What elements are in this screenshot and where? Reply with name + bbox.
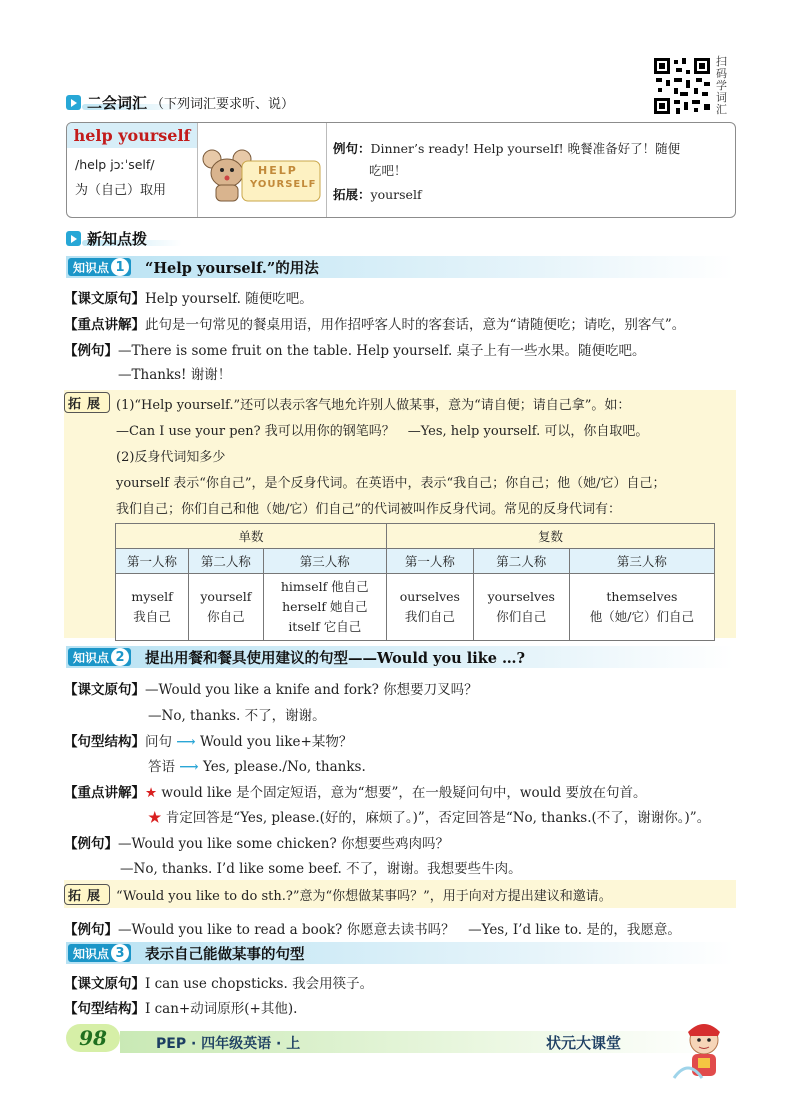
star-icon: ★	[145, 785, 158, 801]
table-cell: himself 他自己 herself 她自己 itself 它自己	[263, 574, 386, 641]
reflexive-pronoun-table	[115, 523, 715, 641]
vocab-picture-text-2: YOURSELF	[250, 179, 317, 190]
knowledge-point-tag: 知识点 1	[68, 258, 131, 276]
table-person-header: 第一人称	[386, 549, 473, 574]
kp1-line-key: 【重点讲解】此句是一句常见的餐桌用语，用作招呼客人时的客套话，意为“请随便吃；请吃，别客气”。	[64, 317, 686, 333]
table-cell: yourselves 你们自己	[473, 574, 569, 641]
knowledge-point-3-title: 表示自己能做某事的句型	[145, 945, 305, 963]
mascot-icon	[668, 1018, 738, 1088]
knowledge-point-3-header	[66, 942, 734, 964]
kp2-line-original: 【课文原句】—Would you like a knife and fork? 你想要刀叉吗？	[64, 682, 478, 698]
vocab-picture-text-1: HELP	[258, 164, 298, 177]
knowledge-point-1-title: “Help yourself.”的用法	[145, 259, 319, 277]
kp2-example-2: —No, thanks. I’d like some beef. 不了，谢谢。我想要些牛肉。	[120, 861, 522, 877]
ext1-line-4: yourself 表示“你自己”，是个反身代词。在英语中，表示“我自己；你自己；他（她/它）自己；	[116, 476, 666, 491]
qr-side-label: 扫码学词汇	[716, 55, 727, 116]
expand-tag: 拓展	[64, 884, 110, 905]
vocab-card	[66, 122, 736, 218]
chevron-right-icon	[66, 231, 81, 246]
kp1-line-example: 【例句】—There is some fruit on the table. Help yourself. 桌子上有一些水果。随便吃吧。	[64, 343, 646, 359]
page-number: 98	[66, 1024, 120, 1052]
section-new-title: 新知点拨	[87, 230, 148, 248]
vocab-meaning: 为（自己）取用	[75, 183, 167, 198]
kp2-line-original-reply: —No, thanks. 不了，谢谢。	[148, 708, 326, 724]
table-cell: yourself 你自己	[189, 574, 264, 641]
ext1-line-1: (1)“Help yourself.”还可以表示客气地允许别人做某事，意为“请自便；请自己拿”。如：	[116, 398, 631, 413]
mascot-illustration	[668, 1018, 738, 1088]
table-person-header: 第二人称	[189, 549, 264, 574]
ext1-line-3: (2)反身代词知多少	[116, 450, 226, 465]
kp2-example-1: 【例句】—Would you like some chicken? 你想要些鸡肉吗？	[64, 836, 450, 852]
knowledge-point-1-header	[66, 256, 734, 278]
star-icon: ★	[148, 810, 162, 826]
chevron-right-icon	[66, 95, 81, 110]
section-vocab-title: 二会词汇	[87, 94, 148, 112]
ext1-line-5: 我们自己；你们自己和他（她/它）们自己”的代词被叫作反身代词。常见的反身代词有：	[116, 502, 622, 517]
arrow-right-icon: ⟶	[179, 759, 199, 775]
section-new-heading	[66, 228, 147, 249]
expand-tag: 拓展	[64, 392, 110, 413]
vocab-word: help yourself	[67, 123, 197, 148]
kp1-line-example-reply: —Thanks! 谢谢！	[118, 367, 232, 383]
table-cell: myself 我自己	[116, 574, 189, 641]
section-vocab-note: （下列词汇要求听、说）	[151, 97, 295, 112]
table-group-plural: 复数	[386, 524, 714, 549]
qr-code[interactable]	[652, 56, 712, 116]
vocab-example-cont: 吃吧！	[369, 163, 407, 178]
kp2-expand-text: “Would you like to do sth.?”意为“你想做某事吗？”，用于向对方提出建议和邀请。	[116, 889, 612, 904]
table-person-header: 第三人称	[569, 549, 714, 574]
kp1-line-original: 【课文原句】Help yourself. 随便吃吧。	[64, 291, 313, 307]
table-person-header: 第二人称	[473, 549, 569, 574]
vocab-example: 例句：Dinner’s ready! Help yourself! 晚餐准备好了！随便	[333, 141, 681, 156]
kp2-structure-question: 【句型结构】问句 ⟶ Would you like+某物？	[64, 734, 353, 750]
vocab-phonetic: /help jɔːˈself/	[75, 157, 155, 172]
table-cell: ourselves 我们自己	[386, 574, 473, 641]
knowledge-point-2-header	[66, 646, 734, 668]
knowledge-point-tag: 知识点 3	[68, 944, 131, 962]
knowledge-point-tag: 知识点 2	[68, 648, 131, 666]
knowledge-point-2-title: 提出用餐和餐具使用建议的句型——Would you like …?	[145, 649, 526, 667]
kp2-structure-answer: 答语 ⟶ Yes, please./No, thanks.	[148, 759, 366, 775]
footer-book-title: PEP · 四年级英语 · 上	[156, 1036, 301, 1052]
kp3-line-original: 【课文原句】I can use chopsticks. 我会用筷子。	[64, 976, 374, 992]
table-person-header: 第三人称	[263, 549, 386, 574]
vocab-illustration	[197, 123, 327, 217]
arrow-right-icon: ⟶	[176, 734, 196, 750]
table-person-header: 第一人称	[116, 549, 189, 574]
vocab-expand: 拓展：yourself	[333, 187, 422, 202]
kp2-key-2: ★ 肯定回答是“Yes, please.(好的，麻烦了。)”，否定回答是“No, thanks.(不了，谢谢你。)”。	[148, 810, 711, 826]
kp3-line-structure: 【句型结构】I can+动词原形(+其他).	[64, 1001, 298, 1017]
footer-brand: 状元大课堂	[546, 1034, 622, 1052]
table-cell: themselves 他（她/它）们自己	[569, 574, 714, 641]
section-vocab-heading	[66, 92, 294, 113]
ext1-line-2: —Can I use your pen? 我可以用你的钢笔吗？ —Yes, help yourself. 可以，你自取吧。	[116, 424, 649, 439]
kp2-key-1: 【重点讲解】★ would like 是个固定短语，意为“想要”，在一般疑问句中，would 要放在句首。	[64, 785, 647, 801]
kp2-example-3: 【例句】—Would you like to read a book? 你愿意去读书吗？ —Yes, I’d like to. 是的，我愿意。	[64, 922, 681, 938]
table-group-singular: 单数	[116, 524, 387, 549]
